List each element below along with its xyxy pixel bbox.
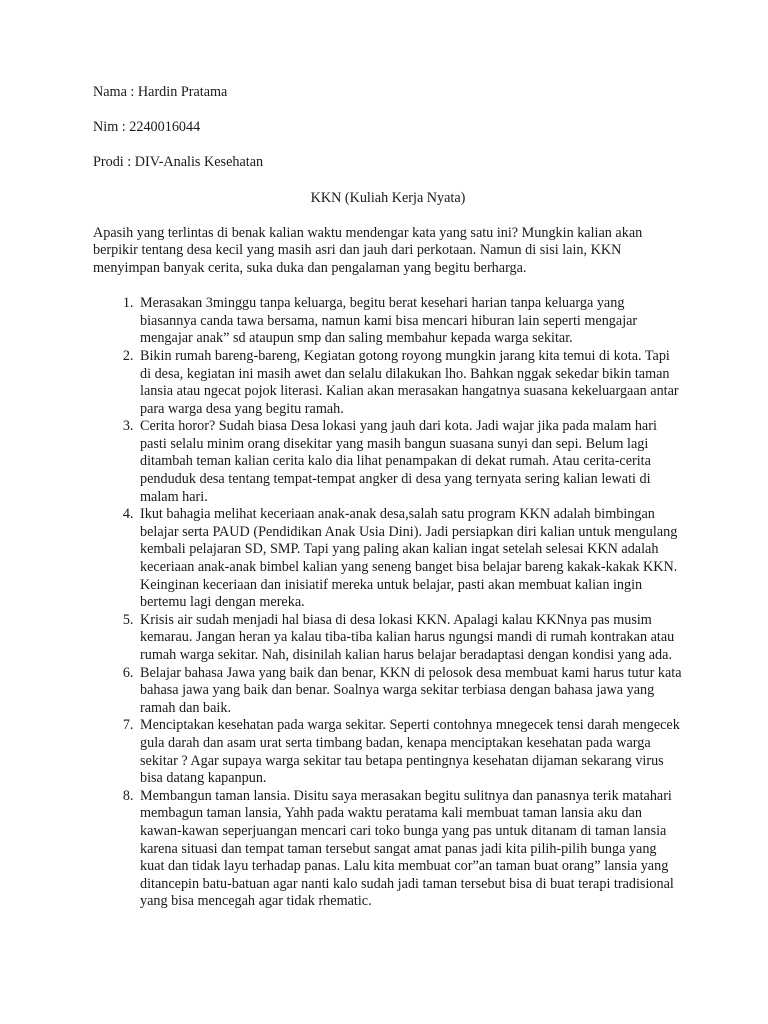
student-name: Nama : Hardin Pratama <box>93 84 228 100</box>
intro-paragraph: Apasih yang terlintas di benak kalian waktu mendengar kata yang satu ini? Mungkin kalian akan berpikir tentang desa kecil yang masih asri dan jauh dari perkotaan. Namun di sisi lain, KKN menyimpan banyak cerita, suka duka dan pengalaman yang begitu berharga. <box>93 224 643 276</box>
list-item: 2. Bikin rumah bareng-bareng, Kegiatan gotong royong mungkin jarang kita temui di kota. Tapi di desa, kegiatan ini masih awet dan selalu dilakukan lho. Bahkan nggak sekedar bikin taman lansia atau ngecat pojok literasi. Kalian akan merasakan hangatnya suasana kekeluargaan antar para warga desa yang begitu ramah. <box>137 348 683 418</box>
list-item: 3. Cerita horor? Sudah biasa Desa lokasi yang jauh dari kota. Jadi wajar jika pada malam hari pasti selalu minim orang disekitar yang masih bangun suasana sunyi dan sepi. Belum lagi ditambah teman kalian cerita kalo dia lihat penampakan di dekat rumah. Atau cerita-cerita penduduk desa tentang tempat-tempat angker di desa yang ternyata sering kalian lewati di malam hari. <box>137 418 683 506</box>
list-item: 4. Ikut bahagia melihat keceriaan anak-anak desa,salah satu program KKN adalah bimbingan belajar serta PAUD (Pendidikan Anak Usia Dini). Jadi persiapkan diri kalian untuk mengulang kembali pelajaran SD, SMP. Tapi yang paling akan kalian ingat setelah selesai KKN adalah keceriaan anak-anak bimbel kalian yang seneng banget bisa belajar bareng kakak-kakak KKN. Keinginan keceriaan dan inisiatif mereka untuk belajar, pasti akan membuat kalian ingin bertemu lagi dengan mereka. <box>137 506 683 612</box>
list-item: 8. Membangun taman lansia. Disitu saya merasakan begitu sulitnya dan panasnya terik matahari membagun taman lansia, Yahh pada waktu peratama kali membuat taman lansia aku dan kawan-kawan seperjuangan mencari cari toko bunga yang pas untuk ditanam di taman lansia karena situasi dan tempat taman tersebut sangat amat panas jadi kita pilih-pilih bunga yang kuat dan tidak layu terhadap panas. Lalu kita membuat cor”an taman buat orang” lansia yang ditancepin batu-batuan agar nanti kalo sudah jadi taman tersebut bisa di buat terapi tradisional yang bisa mencegah agar tidak rhematic. <box>137 788 683 911</box>
list-item: 7. Menciptakan kesehatan pada warga sekitar. Seperti contohnya mnegecek tensi darah mengecek gula darah dan asam urat serta timbang badan, kenapa menciptakan kesehatan pada warga sekitar ? Agar supaya warga sekitar tau betapa pentingnya kesehatan dijaman sekarang virus bisa datang kapanpun. <box>137 717 683 787</box>
student-nim: Nim : 2240016044 <box>93 119 201 136</box>
list-item: 5. Krisis air sudah menjadi hal biasa di desa lokasi KKN. Apalagi kalau KKNnya pas musim kemarau. Jangan heran ya kalau tiba-tiba kalian harus ngungsi mandi di rumah kontrakan atau rumah warga sekitar. Nah, disinilah kalian harus belajar beradaptasi dengan kondisi yang ada. <box>137 612 683 665</box>
document-title: KKN (Kuliah Kerja Nyata) <box>310 189 466 206</box>
list-item: 6. Belajar bahasa Jawa yang baik dan benar, KKN di pelosok desa membuat kami harus tutur kata bahasa jawa yang baik dan benar. Soalnya warga sekitar terbiasa dengan bahasa jawa yang ramah dan baik. <box>137 665 683 718</box>
list-item: 1. Merasakan 3minggu tanpa keluarga, begitu berat kesehari harian tanpa keluarga yang biasannya canda tawa bersama, namun kami bisa mencari hiburan lain seperti mengajar mengajar anak” sd ataupun smp dan saling membahur kepada warga sekitar. <box>137 295 683 348</box>
study-program: Prodi : DIV-Analis Kesehatan <box>93 154 264 171</box>
document-page <box>93 84 683 911</box>
experience-list <box>93 295 683 911</box>
